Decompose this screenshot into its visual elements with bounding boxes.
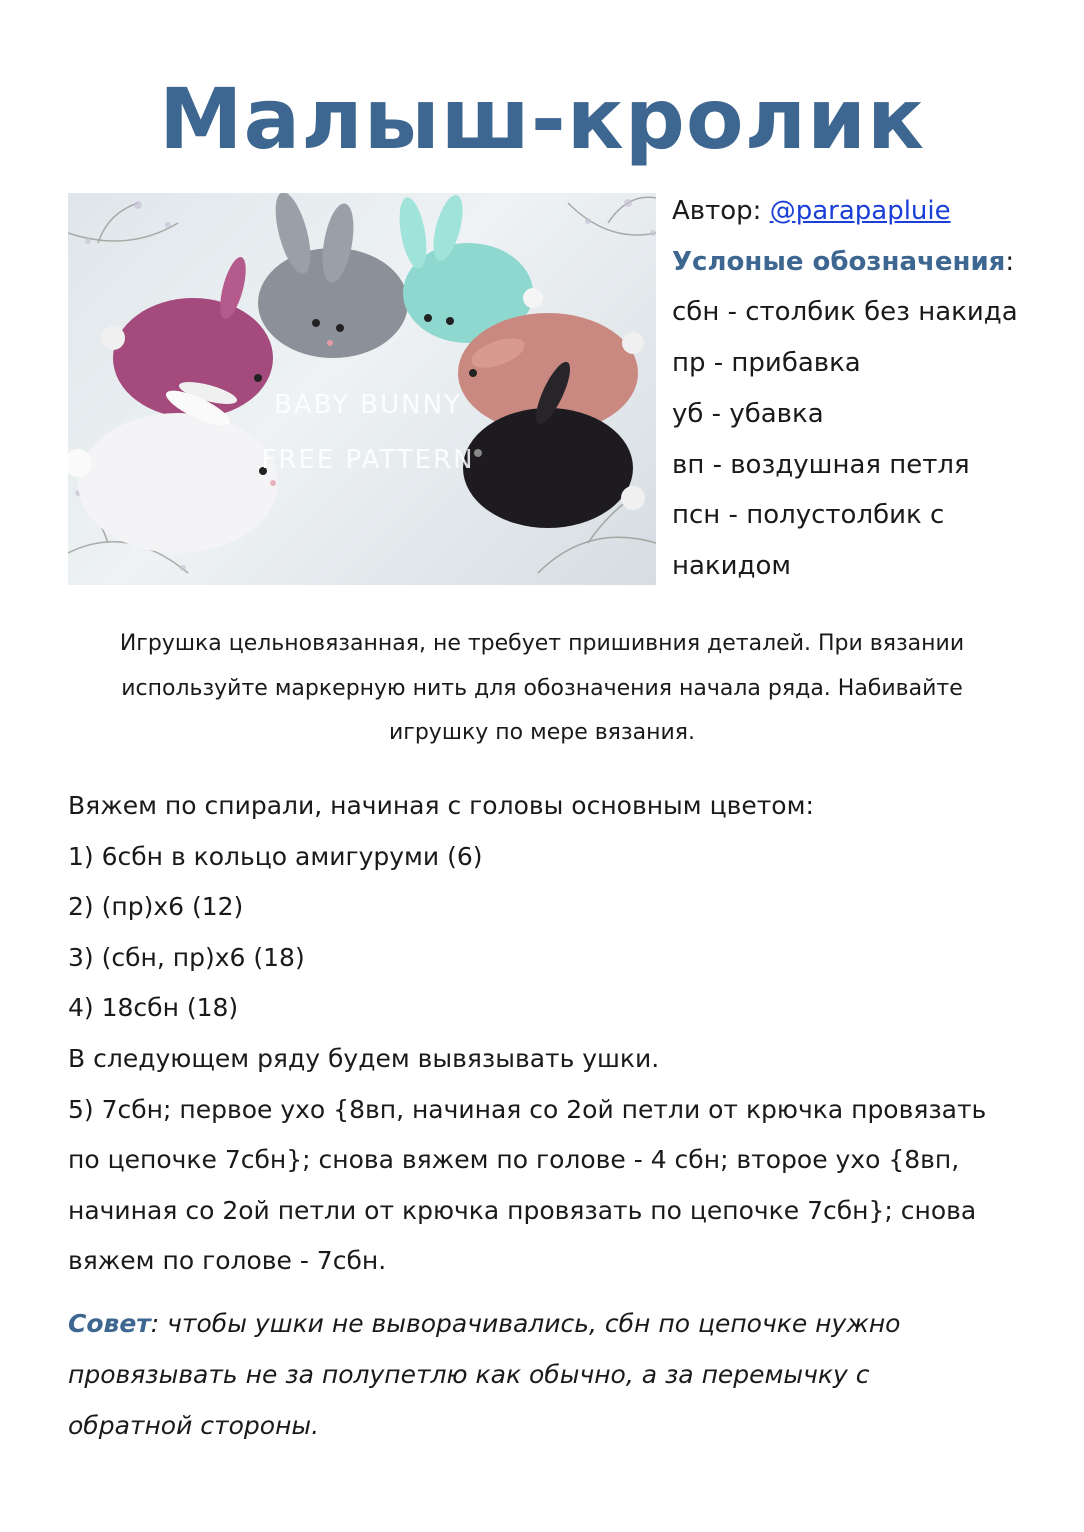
instruction-line: 1) 6сбн в кольцо амигуруми (6): [68, 841, 483, 871]
legend-item: накидом: [672, 550, 792, 581]
intro-line: игрушку по мере вязания.: [388, 720, 696, 745]
legend-item: уб - убавка: [672, 398, 824, 429]
legend-item: вп - воздушная петля: [672, 449, 970, 480]
legend-heading: Услоные обозначения:: [672, 246, 1015, 277]
instruction-line: 4) 18сбн (18): [68, 993, 239, 1023]
instruction-line: Вяжем по спирали, начиная с головы основным цветом:: [68, 791, 814, 820]
intro-line: Игрушка цельновязанная, не требует пришивния деталей. При вязании: [119, 631, 965, 656]
instruction-line: В следующем ряду будем вывязывать ушки.: [68, 1043, 660, 1073]
instruction-line: вяжем по голове - 7сбн.: [68, 1246, 387, 1276]
instruction-line: начиная со 2ой петли от крючка провязать по цепочке 7сбн}; снова: [68, 1195, 977, 1225]
author-line: [672, 186, 1067, 237]
tip-line: провязывать не за полупетлю как обычно, а за перемычку с: [68, 1360, 870, 1389]
bunnies-illustration: [68, 193, 656, 585]
tip-block: [68, 1298, 1028, 1451]
page-title: Малыш-кролик: [158, 70, 926, 168]
author-link[interactable]: @parapapluie: [769, 196, 951, 226]
sidebar-info: [672, 186, 1067, 592]
grey-bunny: [258, 193, 408, 358]
bunnies-photo: [68, 193, 656, 585]
legend-item: сбн - столбик без накида: [672, 297, 1018, 328]
instruction-line: 3) (сбн, пр)x6 (18): [68, 942, 305, 972]
photo-caption-line1: BABY BUNNY: [274, 390, 462, 420]
instruction-line: 2) (пр)x6 (12): [68, 892, 244, 922]
intro-line: используйте маркерную нить для обозначения начала ряда. Набивайте: [121, 675, 963, 701]
author-label: Автор:: [672, 196, 770, 226]
tip-text: : чтобы ушки не выворачивались, сбн по цепочке нужно: [150, 1309, 901, 1338]
tip-line: обратной стороны.: [68, 1411, 320, 1440]
legend-item: пр - прибавка: [672, 348, 861, 379]
legend-title: Услоные обозначения: [672, 246, 1006, 277]
instruction-line: по цепочке 7сбн}; снова вяжем по голове - 4 сбн; второе ухо {8вп,: [68, 1145, 960, 1175]
instructions: [68, 781, 1028, 1287]
tip-label: Совет: [68, 1309, 151, 1338]
legend-item: псн - полустолбик с: [672, 500, 945, 531]
photo-caption-line2: FREE PATTERN: [261, 445, 475, 475]
instruction-line: 5) 7сбн; первое ухо {8вп, начиная со 2ой петли от крючка провязать: [68, 1094, 987, 1124]
tip-line: [68, 1298, 1028, 1349]
intro-paragraph: [80, 622, 1004, 756]
